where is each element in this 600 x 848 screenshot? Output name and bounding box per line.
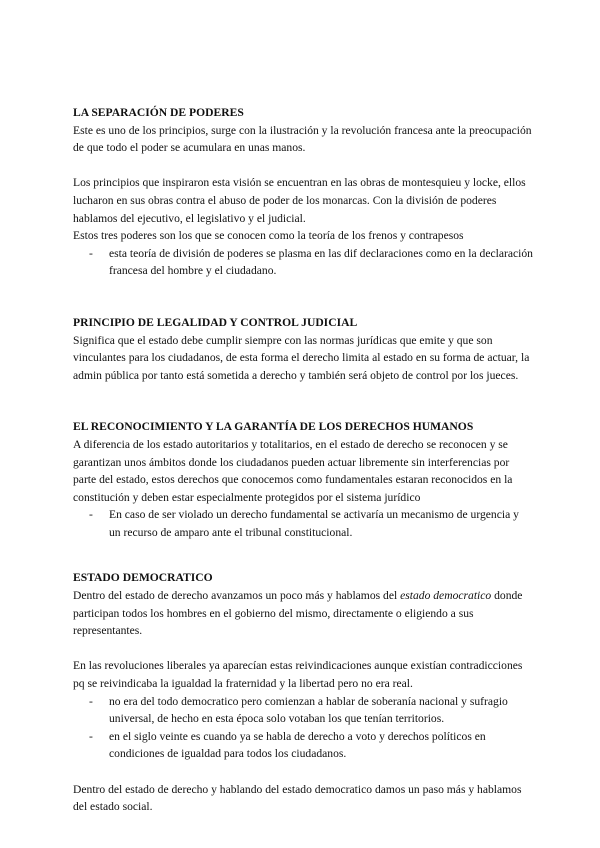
- document-body: [73, 104, 533, 816]
- section-heading: LA SEPARACIÓN DE PODERES: [73, 106, 244, 119]
- section-estado-democratico: [73, 569, 533, 815]
- text-run: Dentro del estado de derecho avanzamos un poco más y hablamos del: [73, 589, 401, 603]
- list-item-text: en el siglo veinte es cuando ya se habla de derecho a voto y derechos políticos en condiciones de igualdad para todos los ciudadanos.: [109, 729, 486, 761]
- bullet-dash: -: [89, 694, 93, 708]
- list-item: [73, 245, 533, 280]
- section-derechos-humanos: [73, 418, 533, 541]
- text-run: donde participan todos los hombres en el gobierno del mismo, directamente o eligiendo a sus representantes.: [73, 589, 523, 638]
- paragraph: A diferencia de los estado autoritarios y totalitarios, en el estado de derecho se reconocen y se garantizan unos ámbitos donde los ciudadanos pueden actuar libremente sin interferencias por parte del estado, estos derechos que conocemos como fundamentales estaran reconocidos en la constitución y deben estar especialmente protegidos por el sistema jurídico: [73, 437, 513, 504]
- section-heading: EL RECONOCIMIENTO Y LA GARANTÍA DE LOS DERECHOS HUMANOS: [73, 420, 474, 434]
- list-item-text: esta teoría de división de poderes se plasma en las dif declaraciones como en la declaración francesa del hombre y el ciudadano.: [109, 246, 533, 278]
- bullet-list: [73, 245, 533, 280]
- bullet-dash: -: [89, 246, 93, 260]
- bullet-dash: -: [89, 729, 93, 743]
- paragraph: Este es uno de los principios, surge con la ilustración y la revolución francesa ante la preocupación de que todo el poder se acumulara en unas manos.: [73, 123, 532, 155]
- list-item-text: En caso de ser violado un derecho fundamental se activaría un mecanismo de urgencia y un recurso de amparo ante el tribunal constitucional.: [109, 508, 519, 539]
- paragraph: Los principios que inspiraron esta visión se encuentran en las obras de montesquieu y locke, ellos lucharon en sus obras contra el abuso de poder de los monarcas. Con la división de poderes hablamos del ejecutivo, el legislativo y el judicial.: [73, 176, 526, 225]
- bullet-dash: -: [89, 508, 93, 522]
- section-separacion-poderes: [73, 104, 533, 280]
- bullet-list: [73, 506, 533, 541]
- paragraph: [73, 587, 533, 640]
- paragraph: En las revoluciones liberales ya aparecían estas reivindicaciones aunque existían contradicciones pq se reivindicaba la igualdad la fraternidad y la libertad pero no era real.: [73, 659, 523, 691]
- paragraph: Significa que el estado debe cumplir siempre con las normas jurídicas que emite y que son vinculantes para los ciudadanos, de esta forma el derecho limita al estado en su forma de actuar, la admin pública por tanto está sometida a derecho y también será objeto de control por los jueces.: [73, 333, 530, 382]
- list-item: [73, 506, 533, 541]
- emphasis-text: estado democratico: [400, 589, 492, 603]
- bullet-list: [73, 693, 533, 763]
- list-item: [73, 728, 533, 763]
- paragraph: Dentro del estado de derecho y hablando del estado democratico damos un paso más y hablamos del estado social.: [73, 782, 522, 814]
- section-heading: PRINCIPIO DE LEGALIDAD Y CONTROL JUDICIAL: [73, 315, 358, 329]
- section-heading: ESTADO DEMOCRATICO: [73, 571, 213, 585]
- list-item-text: no era del todo democratico pero comienzan a hablar de soberanía nacional y sufragio universal, de hecho en esta época solo votaban los que tenían territorios.: [109, 694, 508, 726]
- paragraph: Estos tres poderes son los que se conocen como la teoría de los frenos y contrapesos: [73, 229, 464, 243]
- list-item: [73, 693, 533, 728]
- section-legalidad: [73, 314, 533, 384]
